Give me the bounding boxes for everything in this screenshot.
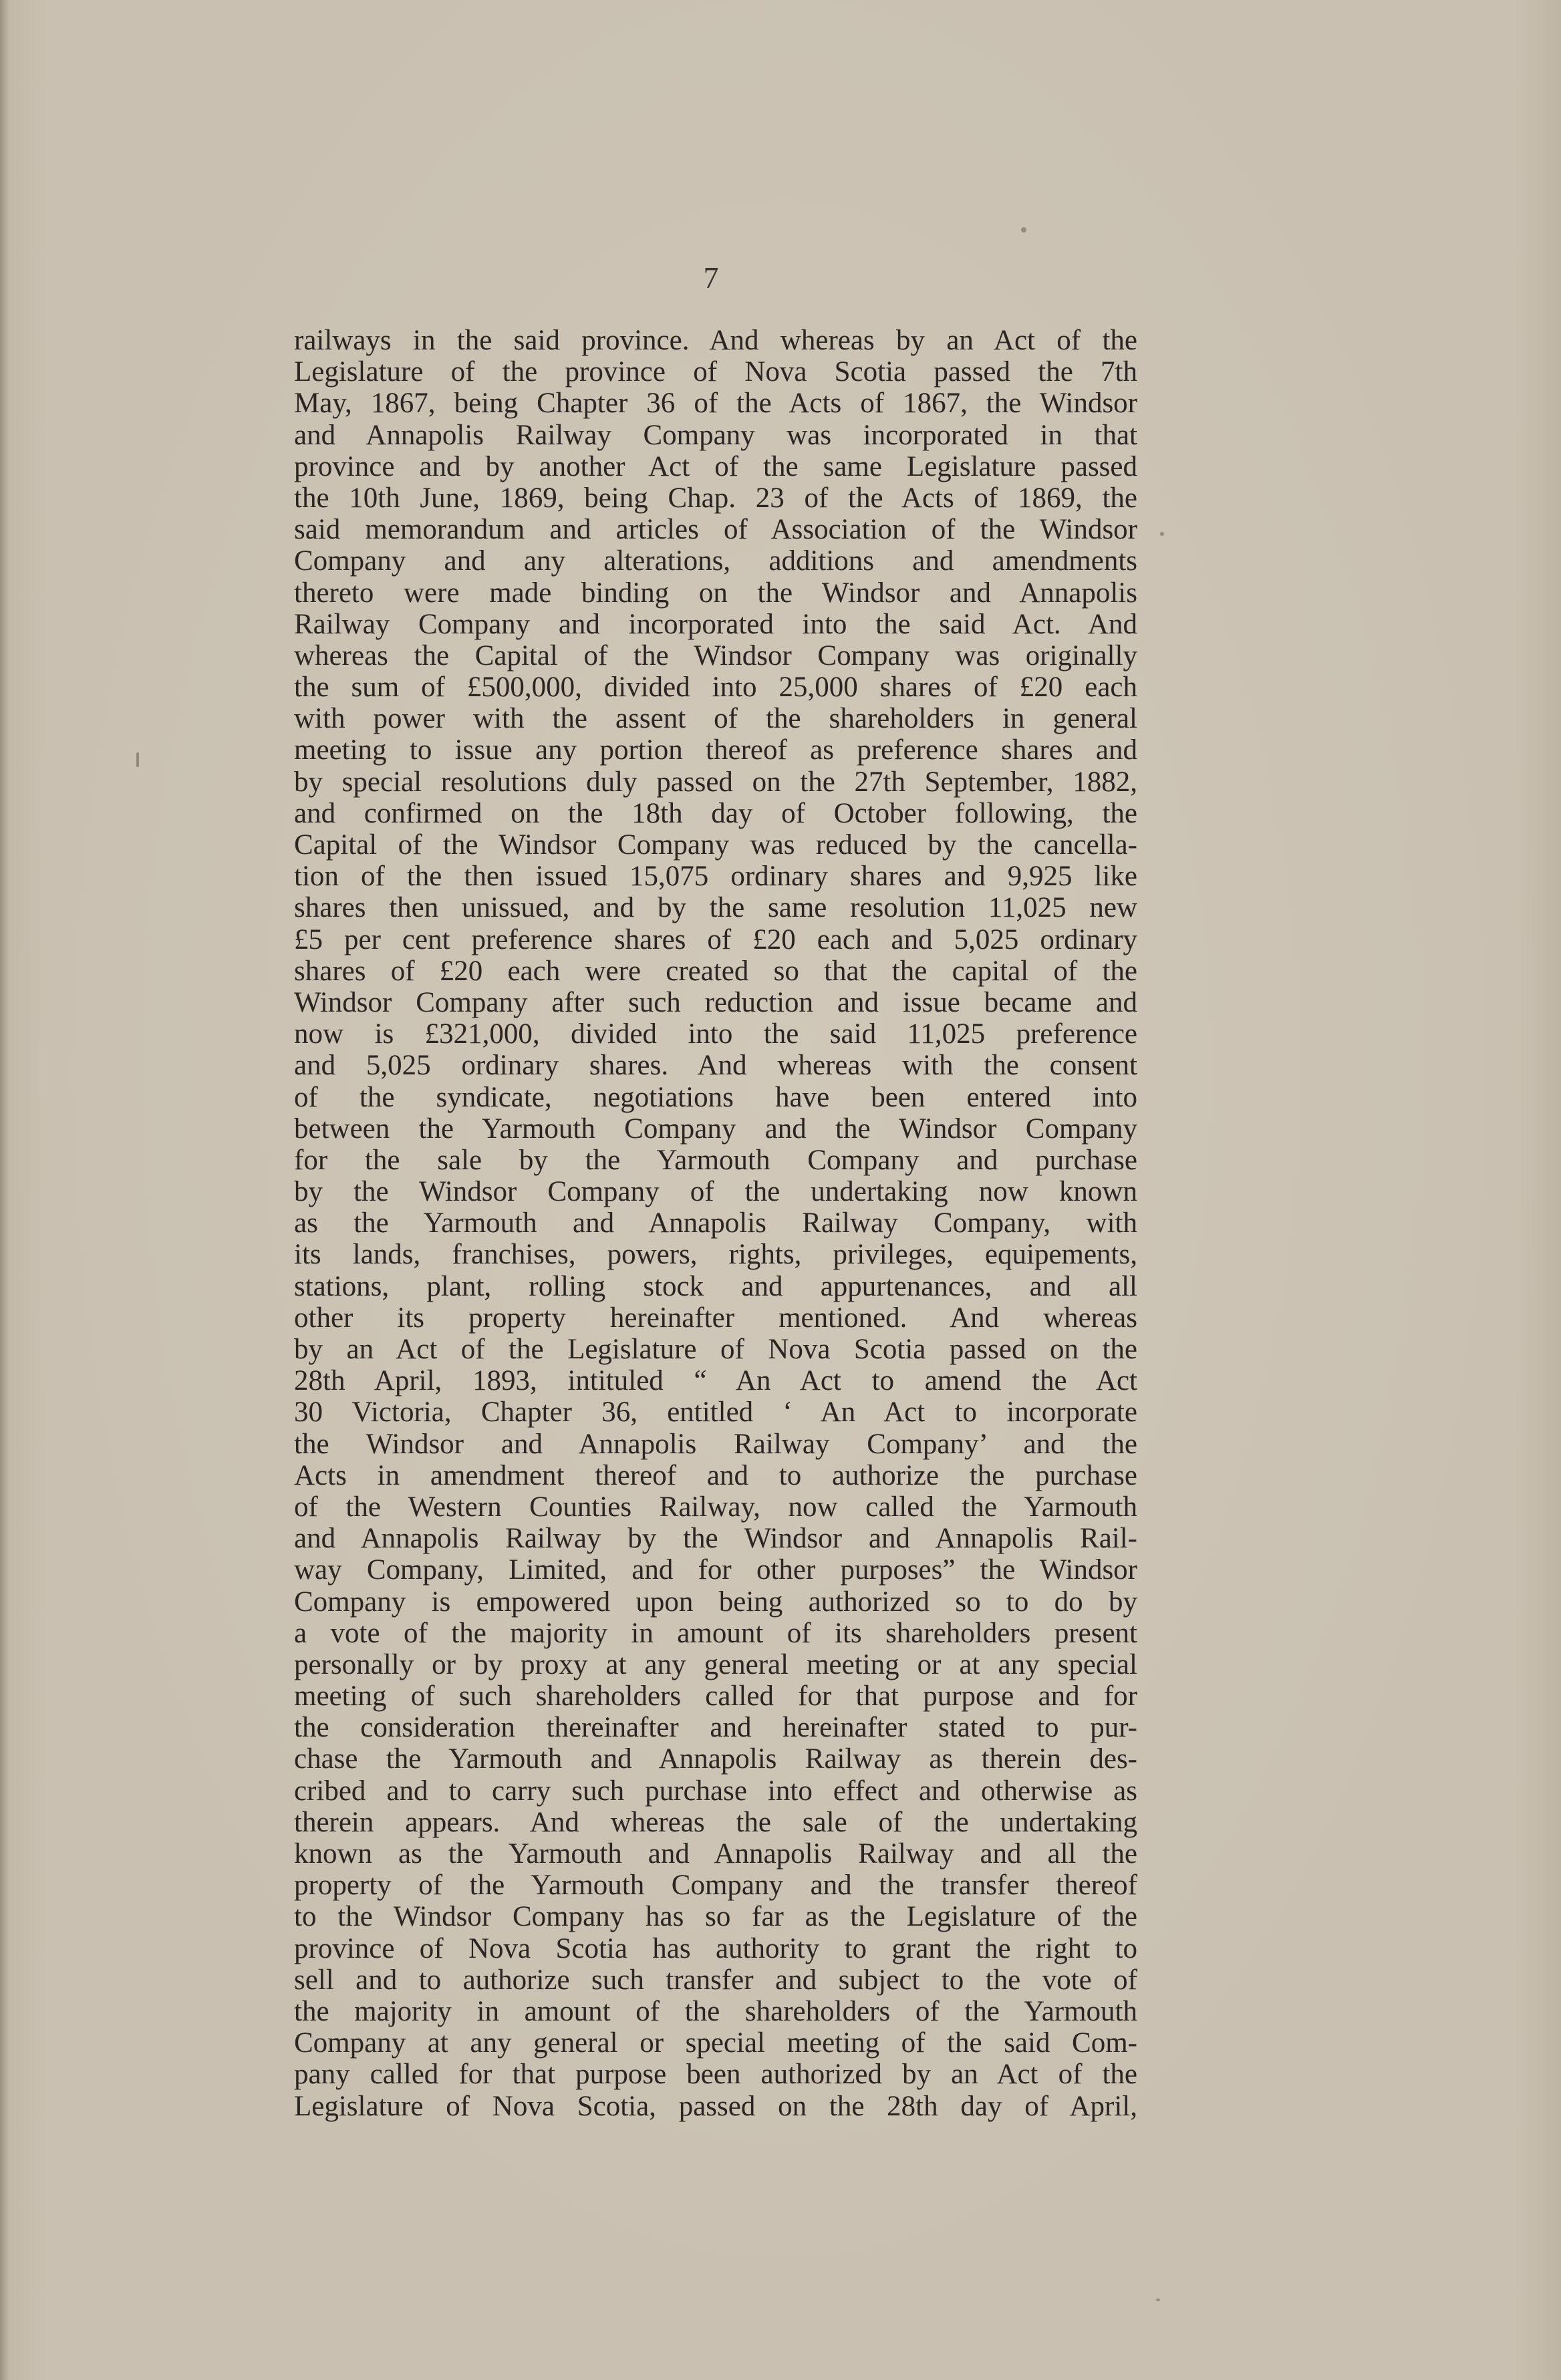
text-line: May, 1867, being Chapter 36 of the Acts of 1867, the Windsor (294, 388, 1137, 420)
text-line: and 5,025 ordinary shares. And whereas with the consent (294, 1050, 1137, 1082)
text-line: stations, plant, rolling stock and appurtenances, and all (294, 1270, 1137, 1302)
text-line: Company and any alterations, additions and amendments (294, 545, 1137, 577)
text-line: sell and to authorize such transfer and subject to the vote of (294, 1964, 1137, 1996)
text-line: cribed and to carry such purchase into effect and otherwise as (294, 1775, 1137, 1807)
text-line: with power with the assent of the shareholders in general (294, 703, 1137, 735)
text-line: the sum of £500,000, divided into 25,000 shares of £20 each (294, 672, 1137, 704)
paper-speck (1156, 2298, 1160, 2301)
text-line: pany called for that purpose been authorized by an Act of the (294, 2059, 1137, 2091)
text-line: the majority in amount of the shareholders of the Yarmouth (294, 1995, 1137, 2027)
text-line: personally or by proxy at any general meeting or at any special (294, 1648, 1137, 1680)
text-line: property of the Yarmouth Company and the transfer thereof (294, 1870, 1137, 1902)
text-line: province and by another Act of the same Legislature passed (294, 450, 1137, 482)
text-line: 28th April, 1893, intituled “ An Act to amend the Act (294, 1365, 1137, 1397)
text-line: therein appears. And whereas the sale of the undertaking (294, 1806, 1137, 1838)
text-line: other its property hereinafter mentioned. And whereas (294, 1302, 1137, 1334)
text-line: the Windsor and Annapolis Railway Company’ and the (294, 1428, 1137, 1460)
text-line: as the Yarmouth and Annapolis Railway Company, with (294, 1207, 1137, 1239)
text-line: Railway Company and incorporated into the said Act. And (294, 608, 1137, 640)
text-line: and Annapolis Railway Company was incorporated in that (294, 419, 1137, 451)
text-line: said memorandum and articles of Association of the Windsor (294, 514, 1137, 546)
text-line: whereas the Capital of the Windsor Company was originally (294, 639, 1137, 672)
text-line: railways in the said province. And whereas by an Act of the (294, 325, 1137, 356)
page-number: 7 (703, 261, 719, 295)
text-line: its lands, franchises, powers, rights, privileges, equipements, (294, 1239, 1137, 1271)
text-line: chase the Yarmouth and Annapolis Railway as therein des- (294, 1743, 1137, 1775)
text-line: now is £321,000, divided into the said 11,025 preference (294, 1018, 1137, 1050)
text-line: of the Western Counties Railway, now called the Yarmouth (294, 1491, 1137, 1523)
text-line: 30 Victoria, Chapter 36, entitled ‘ An Act to incorporate (294, 1396, 1137, 1429)
text-line: Acts in amendment thereof and to authorize the purchase (294, 1459, 1137, 1491)
text-line: meeting to issue any portion thereof as preference shares and (294, 734, 1137, 766)
text-line: shares of £20 each were created so that the capital of the (294, 955, 1137, 987)
text-line: and Annapolis Railway by the Windsor and Annapolis Rail- (294, 1523, 1137, 1555)
page-edge-shadow (0, 0, 9, 2380)
text-line: the 10th June, 1869, being Chap. 23 of the Acts of 1869, the (294, 482, 1137, 514)
paper-speck (136, 752, 139, 767)
text-line: a vote of the majority in amount of its shareholders present (294, 1617, 1137, 1649)
text-line: and confirmed on the 18th day of October following, the (294, 797, 1137, 829)
text-line: Company is empowered upon being authorized so to do by (294, 1586, 1137, 1618)
text-line: between the Yarmouth Company and the Windsor Company (294, 1112, 1137, 1145)
text-line: the consideration thereinafter and hereinafter stated to pur- (294, 1712, 1137, 1744)
text-line: Legislature of the province of Nova Scotia passed the 7th (294, 356, 1137, 388)
text-line: to the Windsor Company has so far as the Legislature of the (294, 1901, 1137, 1933)
text-line: for the sale by the Yarmouth Company and purchase (294, 1144, 1137, 1176)
paper-speck (1021, 227, 1026, 233)
text-line: £5 per cent preference shares of £20 each and 5,025 ordinary (294, 923, 1137, 955)
text-line: Windsor Company after such reduction and issue became and (294, 986, 1137, 1018)
text-line: province of Nova Scotia has authority to grant the right to (294, 1932, 1137, 1964)
text-line: by an Act of the Legislature of Nova Scotia passed on the (294, 1334, 1137, 1365)
text-line: by special resolutions duly passed on the 27th September, 1882, (294, 766, 1137, 798)
text-line: Company at any general or special meeting of the said Com- (294, 2027, 1137, 2059)
paper-speck (1160, 532, 1164, 536)
text-line: Capital of the Windsor Company was reduced by the cancella- (294, 829, 1137, 861)
text-line: by the Windsor Company of the undertaking now known (294, 1176, 1137, 1208)
text-line: meeting of such shareholders called for that purpose and for (294, 1680, 1137, 1713)
text-line: of the syndicate, negotiations have been entered into (294, 1081, 1137, 1113)
text-line: way Company, Limited, and for other purposes” the Windsor (294, 1554, 1137, 1586)
text-line: thereto were made binding on the Windsor and Annapolis (294, 577, 1137, 609)
text-line: Legislature of Nova Scotia, passed on the 28th day of April, (294, 2090, 1137, 2122)
text-line: shares then unissued, and by the same resolution 11,025 new (294, 892, 1137, 924)
text-line: known as the Yarmouth and Annapolis Railway and all the (294, 1838, 1137, 1870)
text-line: tion of the then issued 15,075 ordinary shares and 9,925 like (294, 861, 1137, 893)
body-text (294, 325, 1137, 2122)
